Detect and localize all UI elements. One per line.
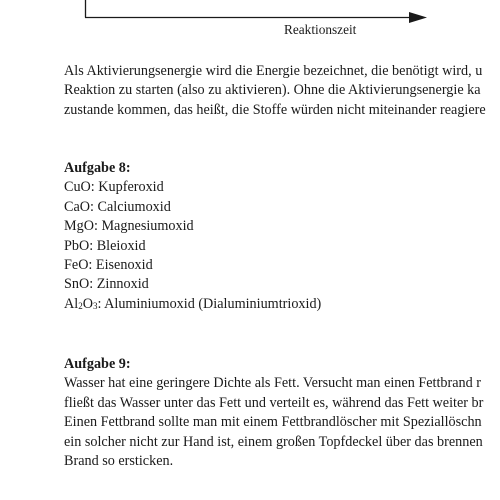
x-axis-label: Reaktionszeit bbox=[284, 22, 357, 37]
oxide-list-item: CuO: Kupferoxid bbox=[64, 179, 164, 196]
formula-part: Al bbox=[64, 295, 79, 312]
task-9-heading: Aufgabe 9: bbox=[64, 356, 131, 372]
task-8-heading: Aufgabe 8: bbox=[64, 160, 131, 176]
task-8 bbox=[64, 159, 321, 314]
task-9 bbox=[64, 355, 483, 471]
x-axis-arrowhead bbox=[409, 12, 427, 23]
formula-subscript: 2 bbox=[78, 300, 83, 311]
activation-energy-paragraph bbox=[64, 62, 500, 120]
formula-part: O bbox=[82, 295, 93, 312]
oxide-list-item: CaO: Calciumoxid bbox=[64, 198, 171, 215]
task-9-line: Wasser hat eine geringere Dichte als Fett. Versucht man einen Fettbrand r bbox=[64, 375, 481, 392]
energy-diagram-fragment bbox=[0, 0, 500, 45]
paragraph-line: Als Aktivierungsenergie wird die Energie bezeichnet, die benötigt wird, u bbox=[64, 63, 483, 79]
paragraph-line: zustande kommen, das heißt, die Stoffe würden nicht miteinander reagiere bbox=[64, 101, 486, 118]
task-9-line: Brand so ersticken. bbox=[64, 453, 174, 470]
oxide-list-item: PbO: Bleioxid bbox=[64, 237, 146, 254]
oxide-list-item: FeO: Eisenoxid bbox=[64, 257, 153, 274]
task-9-line: Einen Fettbrand sollte man mit einem Fettbrandlöscher mit Speziallöschn bbox=[64, 414, 482, 431]
formula-subscript: 3 bbox=[92, 300, 98, 311]
oxide-name: : Aluminiumoxid (Dialuminiumtrioxid) bbox=[97, 295, 322, 312]
oxide-list-item: MgO: Magnesiumoxid bbox=[64, 218, 194, 235]
task-9-line: ein solcher nicht zur Hand ist, einem großen Topfdeckel über das brennen bbox=[64, 433, 483, 450]
oxide-list-item: SnO: Zinnoxid bbox=[64, 276, 149, 293]
oxide-list-item-aluminium bbox=[64, 295, 321, 314]
task-9-line: fließt das Wasser unter das Fett und verteilt es, während das Fett weiter br bbox=[64, 394, 484, 411]
paragraph-line: Reaktion zu starten (also zu aktivieren). Ohne die Aktivierungsenergie ka bbox=[64, 82, 481, 99]
